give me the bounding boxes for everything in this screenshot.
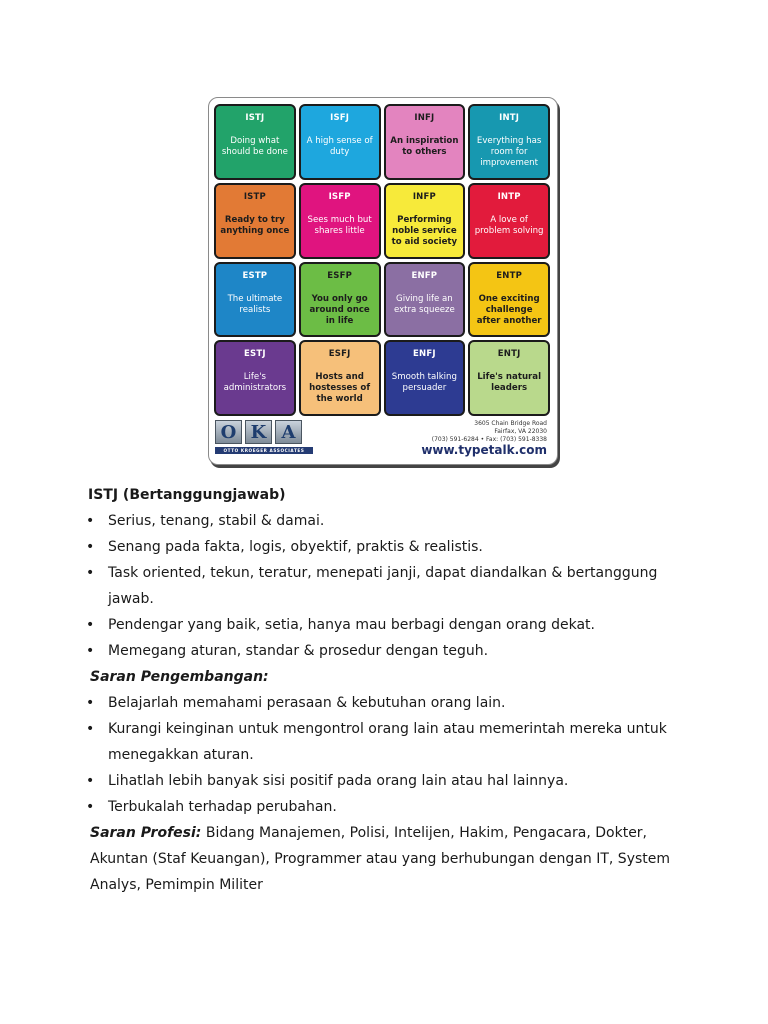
type-code: INTJ — [499, 113, 520, 123]
type-code: INTP — [497, 191, 521, 202]
saran-item: • Terbukalah terhadap perubahan. — [82, 794, 692, 820]
type-cell-istp — [214, 183, 296, 259]
type-code: ENFJ — [413, 349, 436, 360]
saran-title: Saran Pengembangan: — [90, 669, 269, 685]
trait-item: • Memegang aturan, standar & prosedur dengan teguh. — [82, 638, 692, 664]
type-code: INFJ — [414, 113, 435, 123]
logo-letter-k: K — [245, 420, 272, 444]
type-description: An inspiration to others — [390, 136, 459, 157]
document-body — [82, 482, 692, 898]
logo-letter-o: O — [215, 420, 242, 444]
profesi-label: Saran Profesi: — [90, 825, 202, 841]
type-description: A high sense of duty — [306, 136, 373, 157]
address-block — [432, 420, 547, 444]
type-description: Hosts and hostesses of the world — [309, 372, 371, 405]
type-cell-isfp — [299, 183, 381, 259]
type-description: The ultimate realists — [227, 293, 283, 315]
logo-letter-a: A — [275, 420, 302, 444]
type-code: ESTP — [242, 270, 268, 281]
type-grid — [214, 104, 550, 416]
address-line-1: 3605 Chain Bridge Road — [474, 420, 547, 427]
type-cell-entj — [468, 340, 550, 416]
type-description: You only go around once in life — [309, 293, 370, 326]
type-description: Life's administrators — [223, 372, 287, 394]
type-code: ESFJ — [328, 349, 351, 360]
saran-list — [82, 690, 692, 820]
profesi-paragraph — [90, 820, 692, 898]
saran-item: • Kurangi keinginan untuk mengontrol orang lain atau memerintah mereka untuk menegakkan aturan. — [82, 716, 692, 768]
trait-item: • Pendengar yang baik, setia, hanya mau berbagi dengan orang dekat. — [82, 612, 692, 638]
type-description: A love of problem solving — [474, 214, 544, 236]
type-cell-istj — [214, 104, 296, 180]
trait-item: • Task oriented, tekun, teratur, menepati janji, dapat diandalkan & bertanggung jawab. — [82, 560, 692, 612]
type-code: ESFP — [327, 270, 352, 281]
type-cell-isfj — [299, 104, 381, 180]
type-description: Everything has room for improvement — [476, 136, 542, 168]
type-code: ISFP — [328, 191, 351, 202]
logo-subtitle: OTTO KROEGER ASSOCIATES — [215, 447, 313, 454]
type-cell-esfj — [299, 340, 381, 416]
type-cell-infj — [384, 104, 466, 180]
type-cell-estp — [214, 262, 296, 338]
website-link: www.typetalk.com — [421, 443, 547, 457]
type-description: Life's natural leaders — [477, 372, 542, 394]
type-description: Sees much but shares little — [307, 214, 372, 236]
type-description: Performing noble service to aid society — [391, 214, 458, 247]
type-cell-estj — [214, 340, 296, 416]
type-code: ISFJ — [330, 113, 350, 123]
trait-item: • Senang pada fakta, logis, obyektif, praktis & realistis. — [82, 534, 692, 560]
type-description: Ready to try anything once — [220, 214, 290, 236]
type-description: Giving life an extra squeeze — [393, 293, 455, 315]
type-cell-esfp — [299, 262, 381, 338]
type-code: ENFP — [411, 270, 438, 281]
type-cell-enfj — [384, 340, 466, 416]
type-cell-intp — [468, 183, 550, 259]
type-code: ISTP — [243, 191, 266, 202]
address-line-2: Fairfax, VA 22030 — [494, 428, 547, 435]
type-cell-entp — [468, 262, 550, 338]
type-description: Doing what should be done — [221, 136, 288, 157]
type-description: One exciting challenge after another — [476, 293, 542, 326]
saran-item: • Lihatlah lebih banyak sisi positif pada orang lain atau hal lainnya. — [82, 768, 692, 794]
type-code: ENTJ — [497, 349, 521, 360]
trait-item: • Serius, tenang, stabil & damai. — [82, 508, 692, 534]
saran-item: • Belajarlah memahami perasaan & kebutuhan orang lain. — [82, 690, 692, 716]
type-code: INFP — [412, 191, 436, 202]
type-code: ESTJ — [244, 349, 266, 360]
type-code: ISTJ — [245, 113, 265, 123]
type-cell-infp — [384, 183, 466, 259]
type-cell-enfp — [384, 262, 466, 338]
mbti-type-chart — [208, 97, 558, 465]
type-heading: ISTJ (Bertanggungjawab) — [88, 487, 286, 503]
oka-logo — [215, 420, 315, 456]
profesi-text: Bidang Manajemen, Polisi, Intelijen, Hakim, Pengacara, Dokter, Akuntan (Staf Keuangan), Programmer atau yang berhubungan dengan IT, System Analys, Pemimpin Militer — [90, 825, 671, 893]
traits-list — [82, 508, 692, 664]
type-code: ENTP — [496, 270, 522, 281]
type-description: Smooth talking persuader — [391, 372, 457, 394]
type-cell-intj — [468, 104, 550, 180]
phone-fax: (703) 591-6284 • Fax: (703) 591-8338 — [431, 436, 547, 443]
